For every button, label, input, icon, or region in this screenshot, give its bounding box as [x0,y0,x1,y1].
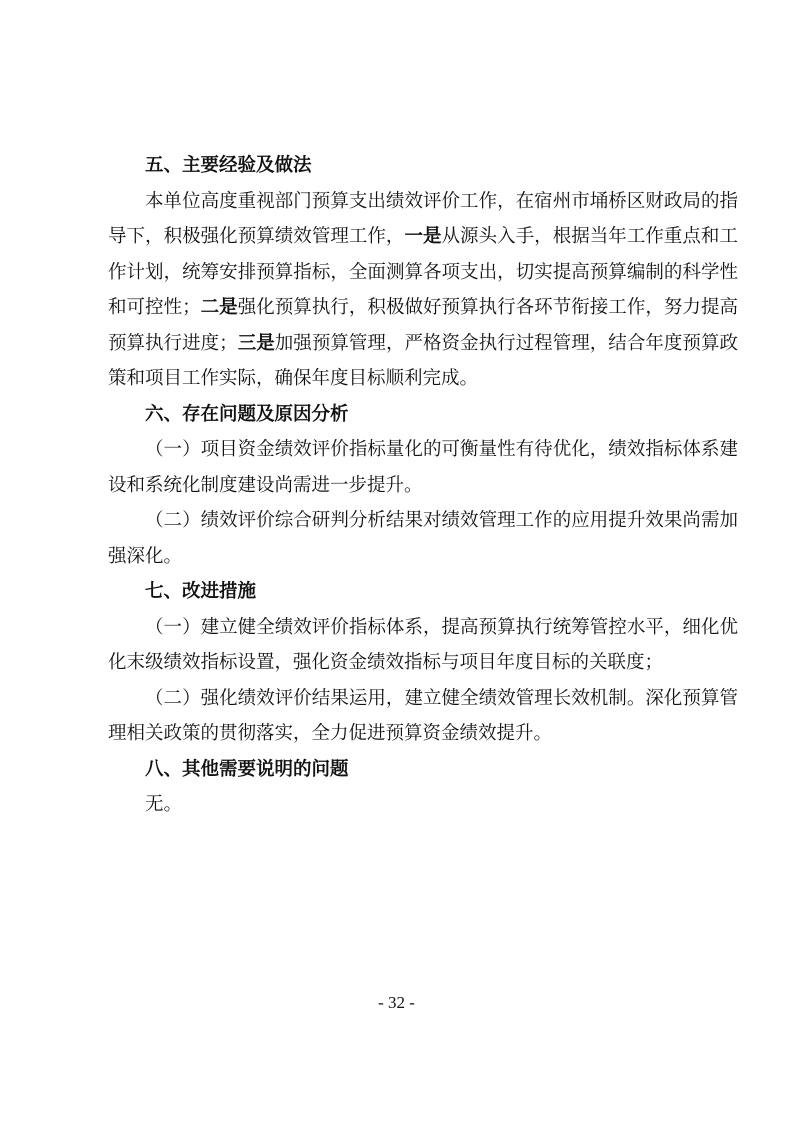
page-number: - 32 - [378,993,415,1012]
section-5-paragraph [108,184,738,397]
section-7-paragraph-1: （一）建立健全绩效评价指标体系，提高预算执行统筹管控水平，细化优化末级绩效指标设置，强化资金绩效指标与项目年度目标的关联度； [108,616,738,673]
bold-marker-2: 二是 [200,297,238,318]
section-heading-7: 七、改进措施 [145,581,257,602]
text-run: 本单位高度重视部门预算支出绩效评价工作，在宿州市埇桥区财政局的指导下，积极强化预算绩效管理工作， [108,190,738,247]
section-8-paragraph: 无。 [145,794,183,815]
bold-marker-1: 一是 [404,226,442,247]
section-heading-6: 六、存在问题及原因分析 [145,403,349,425]
section-heading-8: 八、其他需要说明的问题 [145,758,349,780]
text-run: 从源头入手，根据当年工作重点和工作计划，统筹安排预算指标，全面测算各项支出，切实提高预算编制的科学性和可控性； [108,226,738,318]
section-heading-5: 五、主要经验及做法 [145,155,312,176]
section-6-paragraph-2: （二）绩效评价综合研判分析结果对绩效管理工作的应用提升效果尚需加强深化。 [108,510,738,567]
text-run: 强化预算执行，积极做好预算执行各环节衔接工作，努力提高预算执行进度； [108,297,738,354]
bold-marker-3: 三是 [237,332,275,354]
section-6-paragraph-1: （一）项目资金绩效评价指标量化的可衡量性有待优化，绩效指标体系建设和系统化制度建设尚需进一步提升。 [108,439,738,496]
document-body [108,148,738,823]
text-run: 加强预算管理，严格资金执行过程管理，结合年度预算政策和项目工作实际，确保年度目标顺利完成。 [108,332,738,389]
section-7-paragraph-2: （二）强化绩效评价结果运用，建立健全绩效管理长效机制。深化预算管理相关政策的贯彻落实，全力促进预算资金绩效提升。 [108,687,738,744]
